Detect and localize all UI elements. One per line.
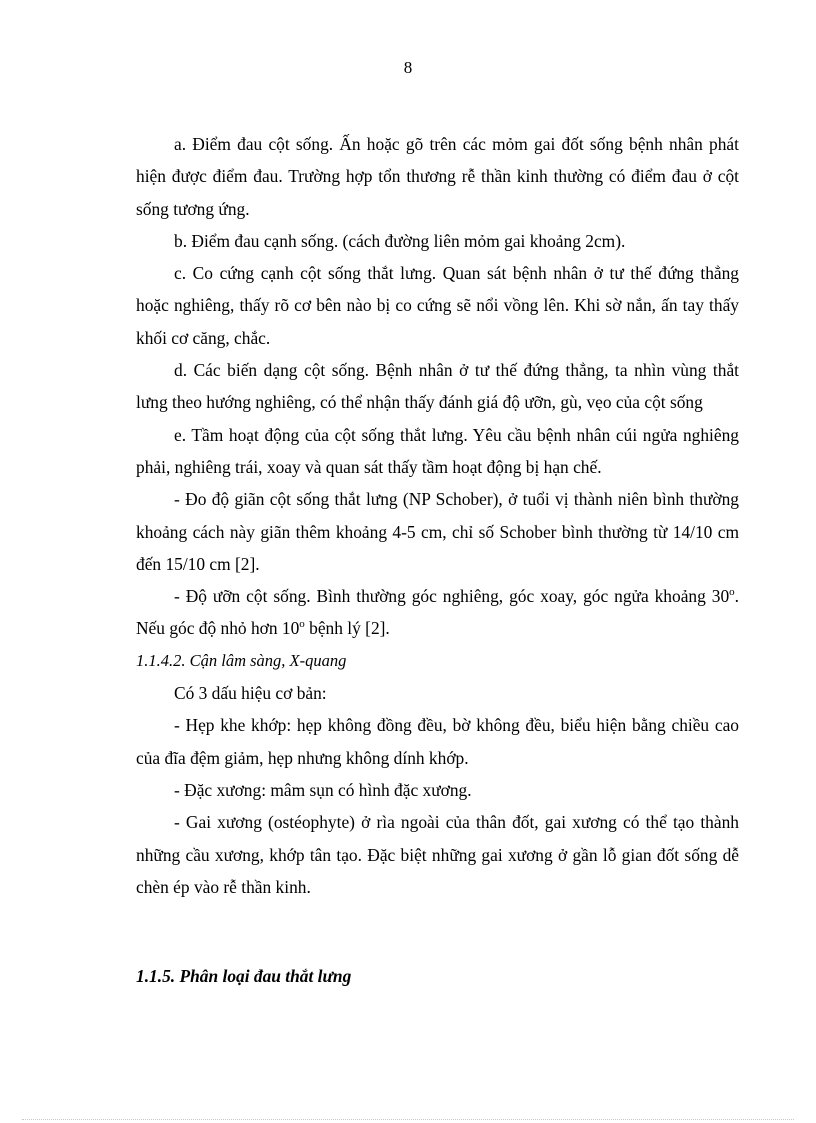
paragraph-three-signs: Có 3 dấu hiệu cơ bản: xyxy=(174,683,327,704)
paragraph-sclerosis: - Đặc xương: mâm sụn có hình đặc xương. xyxy=(174,779,472,800)
degree-sup-2: o xyxy=(299,618,305,631)
lordosis-text-c: bệnh lý [2]. xyxy=(304,618,390,639)
subheading-classification: 1.1.5. Phân loại đau thắt lưng xyxy=(136,966,352,986)
paragraph-range-of-motion: e. Tầm hoạt động của cột sống thắt lưng. Yêu cầu bệnh nhân cúi ngửa nghiêng phải, nghiêng trái, xoay và quan sát thấy tầm hoạt động bị hạn chế. xyxy=(136,424,739,477)
page-bottom-rule xyxy=(22,1119,794,1120)
paragraph-osteophyte: - Gai xương (ostéophyte) ở rìa ngoài của thân đốt, gai xương có thể tạo thành những cầu xương, khớp tân tạo. Đặc biệt những gai xương ở gần lỗ gian đốt sống dễ chèn ép vào rễ thần kinh. xyxy=(136,812,739,897)
page-number: 8 xyxy=(403,58,413,77)
paragraph-joint-space-narrowing: - Hẹp khe khớp: hẹp không đồng đều, bờ không đều, biểu hiện bằng chiều cao của đĩa đệm giảm, hẹp nhưng không dính khớp. xyxy=(136,715,739,768)
paragraph-tender-point-spine: a. Điểm đau cột sống. Ấn hoặc gõ trên các mỏm gai đốt sống bệnh nhân phát hiện được điểm đau. Trường hợp tổn thương rễ thần kinh thường có điểm đau ở cột sống tương ứng. xyxy=(136,134,739,219)
degree-sup-1: o xyxy=(729,586,735,599)
lordosis-text-b: . Nếu góc độ nhỏ hơn 10 xyxy=(136,586,739,639)
lordosis-text-a: - Độ ưỡn cột sống. Bình thường góc nghiêng, góc xoay, góc ngửa khoảng 30 xyxy=(174,586,730,607)
document-body xyxy=(136,128,739,903)
paragraph-tender-point-paraspinal: b. Điểm đau cạnh sống. (cách đường liên mỏm gai khoảng 2cm). xyxy=(174,230,626,251)
section-heading-xray: 1.1.4.2. Cận lâm sàng, X-quang xyxy=(136,650,347,670)
paragraph-lordosis xyxy=(136,580,739,645)
paragraph-schober-test: - Đo độ giãn cột sống thắt lưng (NP Schober), ở tuổi vị thành niên bình thường khoảng cách này giãn thêm khoảng 4-5 cm, chỉ số Schober bình thường từ 14/10 cm đến 15/10 cm [2]. xyxy=(136,489,739,574)
paragraph-muscle-spasm: c. Co cứng cạnh cột sống thắt lưng. Quan sát bệnh nhân ở tư thế đứng thẳng hoặc nghiêng, thấy rõ cơ bên nào bị co cứng sẽ nổi vồng lên. Khi sờ nắn, ấn tay thấy khối cơ căng, chắc. xyxy=(136,263,739,348)
paragraph-spine-deformity: d. Các biến dạng cột sống. Bệnh nhân ở tư thế đứng thẳng, ta nhìn vùng thắt lưng theo hướng nghiêng, có thể nhận thấy đánh giá độ ưỡn, gù, vẹo của cột sống xyxy=(136,360,739,413)
